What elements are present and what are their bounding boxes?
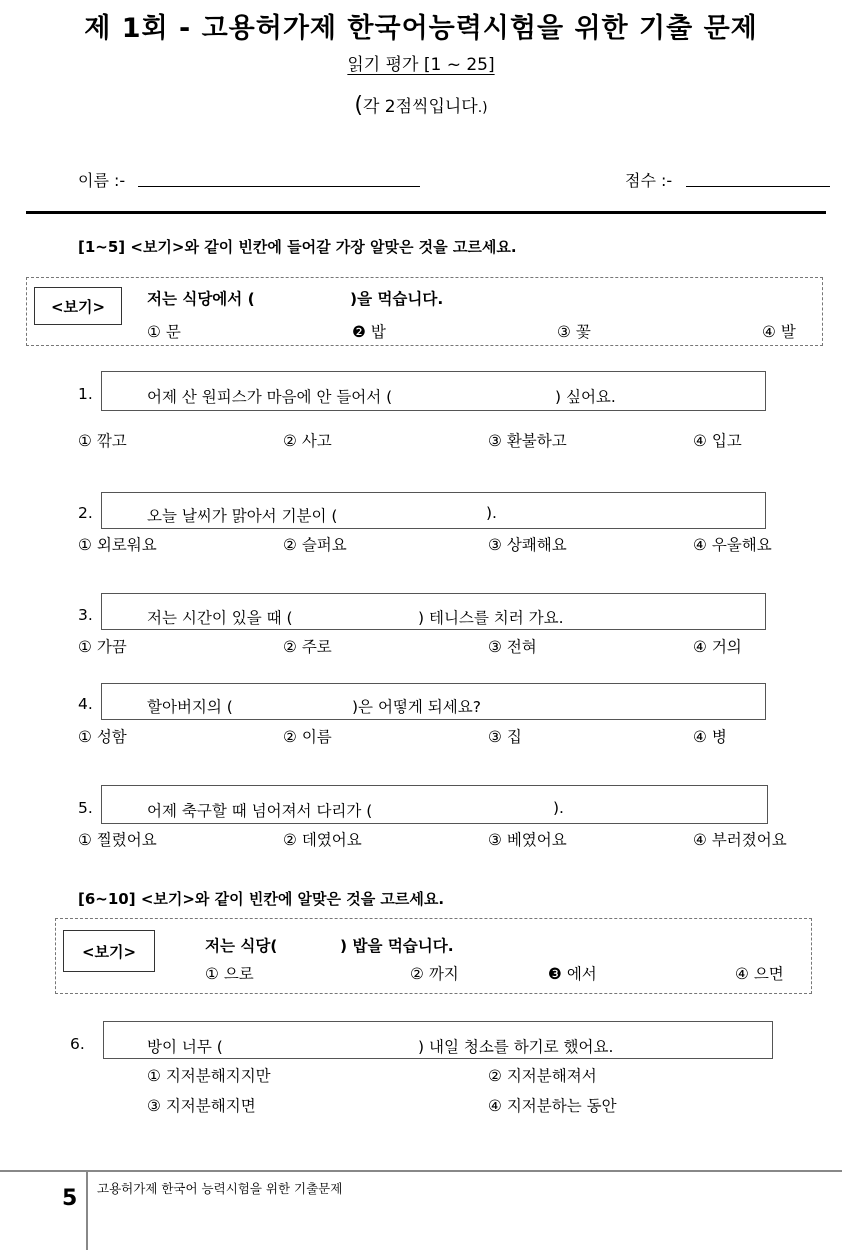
question-2-option-1[interactable]: ① 외로워요 (78, 536, 157, 554)
page-number: 5 (62, 1186, 78, 1211)
question-5-option-2[interactable]: ② 데였어요 (283, 831, 362, 849)
question-4-option-3[interactable]: ③ 집 (488, 728, 522, 746)
question-1-text-start: 어제 산 원피스가 마음에 안 들어서 ( (147, 388, 393, 406)
question-2-number: 2. (78, 504, 93, 522)
subtitle-text: 읽기 평가 [1 ~ 25] (347, 55, 495, 75)
question-6-option-4[interactable]: ④ 지저분하는 동안 (488, 1097, 617, 1115)
question-4-option-4[interactable]: ④ 병 (693, 728, 727, 746)
question-5-option-3[interactable]: ③ 베였어요 (488, 831, 567, 849)
question-6-option-2[interactable]: ② 지저분해져서 (488, 1067, 597, 1085)
question-3-number: 3. (78, 606, 93, 624)
question-6-option-3[interactable]: ③ 지저분해지면 (147, 1097, 256, 1115)
question-1-number: 1. (78, 385, 93, 403)
question-3-text-start: 저는 시간이 있을 때 ( (147, 609, 293, 627)
section1-example-option-3: ③ 꽃 (557, 323, 591, 341)
section2-example-end: ) 밥을 먹습니다. (340, 937, 454, 955)
section1-example-end: )을 먹습니다. (350, 290, 444, 308)
section2-example-option-2: ② 까지 (410, 965, 459, 983)
section1-example-option-4: ④ 발 (762, 323, 796, 341)
question-3-option-4[interactable]: ④ 거의 (693, 638, 742, 656)
section2-example-option-4: ④ 으면 (735, 965, 784, 983)
section2-example-start: 저는 식당( (205, 937, 278, 955)
question-2-text-end: ). (486, 504, 497, 522)
question-5-text-start: 어제 축구할 때 넘어져서 다리가 ( (147, 802, 373, 820)
question-4-text-end: )은 어떻게 되세요? (352, 698, 481, 716)
name-label: 이름 :- (78, 171, 126, 190)
footer-divider (0, 1170, 842, 1172)
section2-example-tag: <보기> (63, 930, 155, 972)
question-1-option-3[interactable]: ③ 환불하고 (488, 432, 567, 450)
question-4-number: 4. (78, 695, 93, 713)
question-2-text-start: 오늘 날씨가 맑아서 기분이 ( (147, 507, 338, 525)
question-6-option-1[interactable]: ① 지저분해지지만 (147, 1067, 271, 1085)
question-1-option-4[interactable]: ④ 입고 (693, 432, 742, 450)
question-5-number: 5. (78, 799, 93, 817)
page-subtitle (0, 50, 842, 75)
question-3-text-end: ) 테니스를 치러 가요. (418, 609, 564, 627)
question-6-text-end: ) 내일 청소를 하기로 했어요. (418, 1038, 614, 1056)
question-1-option-1[interactable]: ① 깎고 (78, 432, 127, 450)
section1-example-tag: <보기> (34, 287, 122, 325)
section2-example-option-1: ① 으로 (205, 965, 254, 983)
page-title: 제 1회 - 고용허가제 한국어능력시험을 위한 기출 문제 (84, 13, 758, 44)
question-2-option-3[interactable]: ③ 상쾌해요 (488, 536, 567, 554)
section2-example-option-3: ❸ 에서 (548, 965, 597, 983)
question-3-option-2[interactable]: ② 주로 (283, 638, 332, 656)
question-3-option-1[interactable]: ① 가끔 (78, 638, 127, 656)
section1-example-start: 저는 식당에서 ( (147, 290, 255, 308)
question-5-text-end: ). (553, 799, 564, 817)
header-divider (26, 211, 826, 214)
question-2-option-2[interactable]: ② 슬퍼요 (283, 536, 347, 554)
question-6-number: 6. (70, 1035, 85, 1053)
points-note: (각 2점씩입니다.) (354, 93, 488, 118)
section2-heading: [6~10] <보기>와 같이 빈칸에 알맞은 것을 고르세요. (78, 890, 445, 908)
footer-text: 고용허가제 한국어 능력시험을 위한 기출문제 (97, 1181, 343, 1196)
question-6-text-start: 방이 너무 ( (147, 1038, 223, 1056)
question-5-option-1[interactable]: ① 찔렸어요 (78, 831, 157, 849)
question-3-option-3[interactable]: ③ 전혀 (488, 638, 537, 656)
section1-example-option-1: ① 문 (147, 323, 181, 341)
score-label: 점수 :- (625, 171, 673, 190)
section1-example-option-2: ❷ 밥 (352, 323, 386, 341)
question-4-option-1[interactable]: ① 성함 (78, 728, 127, 746)
question-1-option-2[interactable]: ② 사고 (283, 432, 332, 450)
score-field-line[interactable] (686, 186, 830, 187)
question-4-option-2[interactable]: ② 이름 (283, 728, 332, 746)
question-1-text-end: ) 싶어요. (555, 388, 616, 406)
question-2-option-4[interactable]: ④ 우울해요 (693, 536, 772, 554)
footer-vertical-divider (86, 1172, 88, 1250)
question-5-option-4[interactable]: ④ 부러졌어요 (693, 831, 787, 849)
name-field-line[interactable] (138, 186, 420, 187)
section1-heading: [1~5] <보기>와 같이 빈칸에 들어갈 가장 알맞은 것을 고르세요. (78, 238, 517, 256)
question-4-text-start: 할아버지의 ( (147, 698, 233, 716)
